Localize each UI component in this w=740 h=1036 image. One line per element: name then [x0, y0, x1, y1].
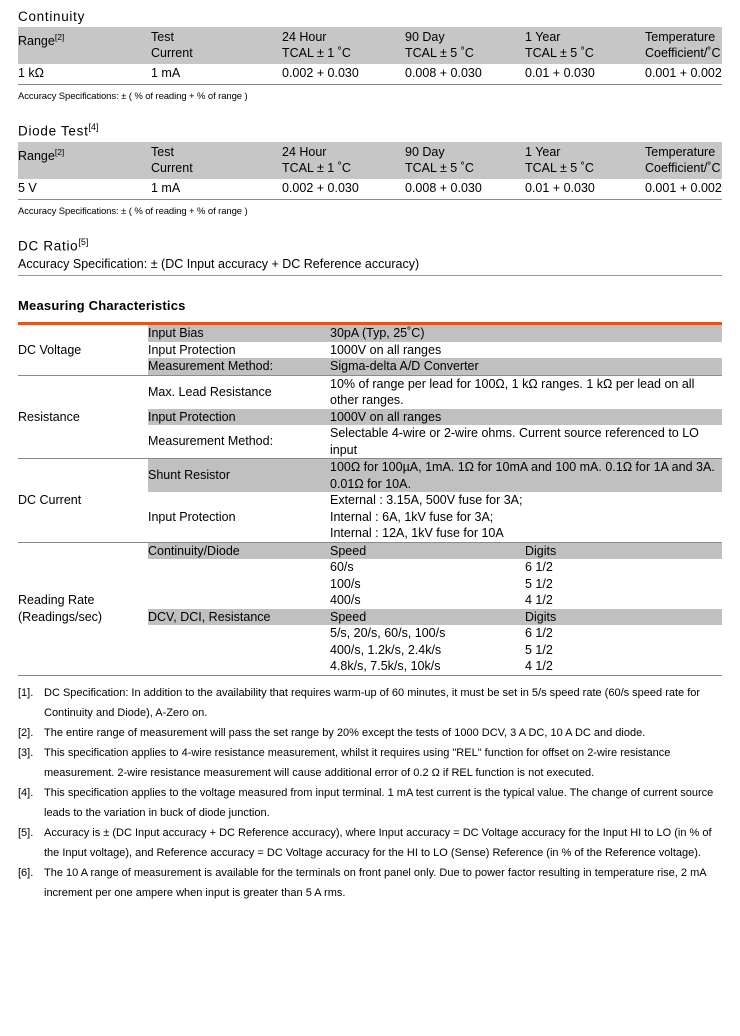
header-line-2: TCAL ± 5 ˚C: [525, 160, 594, 175]
category-resistance: Resistance: [18, 375, 148, 459]
cell-1-year: 0.01 + 0.030: [525, 64, 645, 85]
protection-line: Internal : 12A, 1kV fuse for 10A: [330, 526, 504, 540]
footnote-item: [18, 743, 722, 783]
reading-rate-mode-continuity-diode: Continuity/Diode: [148, 542, 330, 559]
continuity-title-text: Continuity: [18, 9, 86, 24]
category-reading-rate: [18, 542, 148, 675]
dc-ratio-title-text: DC Ratio: [18, 238, 79, 253]
cell-24-hour: 0.002 + 0.030: [282, 179, 405, 200]
cell-digits: 4 1/2: [525, 593, 553, 607]
dc-ratio-title: [18, 234, 722, 255]
spacer-cell: [148, 592, 330, 609]
cell-24-hour: 0.002 + 0.030: [282, 64, 405, 85]
spec-key-measurement-method: Measurement Method:: [148, 358, 330, 375]
spec-value-max-lead-resistance: 10% of range per lead for 100Ω, 1 kΩ ranges. 1 kΩ per lead on all other ranges.: [330, 375, 722, 409]
dc-ratio-title-superscript: [5]: [78, 236, 89, 247]
spacer-cell: [148, 576, 330, 593]
measuring-characteristics-section: [18, 298, 722, 676]
footnote-text: This specification applies to 4-wire resistance measurement, whilst it requires using "REL" function for offset on 2-wire resistance measurement. 2-wire resistance measurement will cause additional error of 0.2 Ω if REL function is not executed.: [44, 746, 671, 779]
spec-value-measurement-method: Sigma-delta A/D Converter: [330, 358, 722, 375]
spec-key-shunt-resistor: Shunt Resistor: [148, 459, 330, 493]
cell-digits: 4 1/2: [525, 659, 553, 673]
footnote-text: The entire range of measurement will pass the set range by 20% except the tests of 1000 DCV, 3 A DC, 10 A DC and diode.: [44, 726, 646, 739]
spacer-cell: [148, 559, 330, 576]
table-header-row: [18, 142, 722, 179]
table-row: [18, 325, 722, 342]
table-row: [18, 542, 722, 559]
footnote-number: [6].: [18, 866, 34, 879]
measuring-characteristics-heading: Measuring Characteristics: [18, 298, 186, 313]
spacer-cell: [148, 625, 330, 642]
footnote-item: [18, 863, 722, 903]
cell-digits: 5 1/2: [525, 642, 553, 657]
header-line-1: 24 Hour: [282, 30, 327, 44]
footnote-text: Accuracy is ± (DC Input accuracy + DC Reference accuracy), where Input accuracy = DC Voltage accuracy for the Input HI to LO (in % of the Input voltage), and Reference accuracy = DC Voltage accuracy for the HI to LO (Sense) Reference (in % of the Reference voltage).: [44, 826, 712, 859]
measuring-characteristics-table: [18, 325, 722, 675]
cell-temp-coefficient: 0.001 + 0.002: [645, 64, 722, 85]
column-header-digits: Digits: [525, 542, 722, 559]
footnote-text: This specification applies to the voltage measured from input terminal. 1 mA test current is the typical value. The change of current source leads to the variation in buck of diode junction.: [44, 786, 714, 819]
continuity-table-body: [18, 64, 722, 85]
footnote-item: [18, 723, 722, 743]
cell-test-current: 1 mA: [151, 64, 282, 85]
spec-key-input-protection: Input Protection: [148, 509, 236, 524]
footnote-item: [18, 823, 722, 863]
column-header-speed: Speed: [330, 609, 525, 626]
header-line-1: 24 Hour: [282, 144, 327, 159]
spec-value-input-protection: 1000V on all ranges: [330, 409, 722, 426]
column-header-1-year: [525, 27, 645, 64]
spec-value-input-protection-lines: [330, 492, 722, 542]
header-line-2: TCAL ± 5 ˚C: [405, 46, 474, 60]
column-header-range: [18, 142, 151, 179]
table-row: [18, 375, 722, 409]
spec-value-input-bias: 30pA (Typ, 25˚C): [330, 325, 722, 342]
header-line-1: Temperature: [645, 30, 716, 44]
reading-rate-label-line-1: Reading Rate: [18, 593, 95, 607]
dc-ratio-accuracy-spec: Accuracy Specification: ± (DC Input accuracy + DC Reference accuracy): [18, 256, 722, 276]
continuity-table-head: [18, 27, 722, 64]
header-superscript: [2]: [54, 32, 65, 42]
protection-line: Internal : 6A, 1kV fuse for 3A;: [330, 509, 494, 524]
cell-speed: 400/s, 1.2k/s, 2.4k/s: [330, 642, 442, 657]
spec-value-input-protection: 1000V on all ranges: [330, 342, 442, 357]
footnote-number: [2].: [18, 726, 34, 739]
cell-speed: 400/s: [330, 593, 361, 607]
table-header-row: [18, 27, 722, 64]
continuity-table: [18, 27, 722, 85]
spec-value-measurement-method: Selectable 4-wire or 2-wire ohms. Current source referenced to LO input: [330, 426, 699, 457]
diode-test-title-superscript: [4]: [88, 122, 99, 132]
category-dc-current: DC Current: [18, 459, 148, 543]
diode-accuracy-note: Accuracy Specifications: ± ( % of reading + % of range ): [18, 205, 248, 217]
diode-test-section: [18, 119, 722, 218]
footnote-number: [4].: [18, 786, 34, 799]
cell-test-current: 1 mA: [151, 179, 282, 200]
dc-ratio-section: [18, 234, 722, 277]
column-header-temp-coefficient: [645, 142, 722, 179]
cell-90-day: 0.008 + 0.030: [405, 64, 525, 85]
continuity-accuracy-note: Accuracy Specifications: ± ( % of reading + % of range ): [18, 91, 248, 102]
header-line-2: Current: [151, 46, 193, 60]
header-line-2: TCAL ± 1 ˚C: [282, 160, 351, 175]
table-row: [18, 64, 722, 85]
cell-temp-coefficient: 0.001 + 0.002: [645, 179, 722, 200]
spacer-cell: [148, 658, 330, 675]
column-header-24-hour: [282, 27, 405, 64]
reading-rate-mode-dcv-dci-resistance: DCV, DCI, Resistance: [148, 609, 330, 626]
cell-speed: 100/s: [330, 576, 361, 591]
cell-range: 5 V: [18, 179, 151, 200]
continuity-section: [18, 8, 722, 103]
reading-rate-label-line-2: (Readings/sec): [18, 609, 103, 624]
footnote-text: The 10 A range of measurement is available for the terminals on front panel only. Due to power factor resulting in temperature rise, 2 mA increment per one ampere when input is greater than 5 A rms.: [44, 866, 706, 899]
footnote-number: [5].: [18, 826, 34, 839]
spec-value-shunt-resistor: 100Ω for 100µA, 1mA. 1Ω for 10mA and 100 mA. 0.1Ω for 1A and 3A. 0.01Ω for 10A.: [330, 459, 722, 493]
header-line-1: Test: [151, 30, 174, 44]
column-header-temp-coefficient: [645, 27, 722, 64]
column-header-1-year: [525, 142, 645, 179]
cell-speed: 4.8k/s, 7.5k/s, 10k/s: [330, 659, 441, 673]
cell-digits: 6 1/2: [525, 626, 553, 640]
spec-key-measurement-method: Measurement Method:: [148, 434, 274, 449]
diode-table-body: [18, 179, 722, 200]
header-superscript: [2]: [54, 146, 65, 157]
header-label: Range: [18, 148, 55, 163]
spec-key-input-protection: Input Protection: [148, 342, 236, 357]
column-header-90-day: [405, 142, 525, 179]
protection-line: External : 3.15A, 500V fuse for 3A;: [330, 493, 523, 507]
spec-key-input-protection: Input Protection: [148, 409, 330, 426]
header-line-1: 90 Day: [405, 30, 445, 44]
header-line-2: Current: [151, 160, 193, 175]
column-header-test-current: [151, 142, 282, 179]
header-line-2: Coefficient/˚C: [645, 160, 721, 175]
cell-90-day: 0.008 + 0.030: [405, 179, 525, 200]
footnotes-list: [18, 683, 722, 903]
diode-test-title: [18, 119, 722, 140]
cell-speed: 60/s: [330, 560, 354, 574]
column-header-digits: Digits: [525, 609, 722, 626]
diode-test-table: [18, 142, 722, 200]
header-line-2: TCAL ± 1 ˚C: [282, 46, 351, 60]
column-header-range: [18, 27, 151, 64]
table-row: [18, 179, 722, 200]
footnote-number: [3].: [18, 746, 34, 759]
spec-key-max-lead-resistance: Max. Lead Resistance: [148, 375, 330, 409]
measuring-characteristics-table-wrap: [18, 322, 722, 676]
footnote-number: [1].: [18, 686, 34, 699]
spacer-cell: [148, 642, 330, 659]
cell-1-year: 0.01 + 0.030: [525, 179, 645, 200]
cell-range: 1 kΩ: [18, 64, 151, 85]
column-header-24-hour: [282, 142, 405, 179]
diode-test-title-text: Diode Test: [18, 123, 89, 139]
header-line-1: 1 Year: [525, 144, 561, 159]
column-header-test-current: [151, 27, 282, 64]
cell-speed: 5/s, 20/s, 60/s, 100/s: [330, 626, 446, 640]
cell-digits: 5 1/2: [525, 576, 553, 591]
header-line-1: Test: [151, 144, 174, 159]
category-dc-voltage: DC Voltage: [18, 342, 82, 357]
header-label: Range: [18, 34, 55, 49]
cell-digits: 6 1/2: [525, 560, 553, 574]
header-line-1: Temperature: [645, 144, 716, 159]
header-line-1: 90 Day: [405, 144, 445, 159]
header-line-2: TCAL ± 5 ˚C: [405, 160, 474, 175]
continuity-title: [18, 8, 722, 25]
column-header-speed: Speed: [330, 542, 525, 559]
table-row: [18, 459, 722, 493]
footnote-item: [18, 783, 722, 823]
diode-table-head: [18, 142, 722, 179]
column-header-90-day: [405, 27, 525, 64]
footnote-text: DC Specification: In addition to the availability that requires warm-up of 60 minutes, it must be set in 5/s speed rate (60/s speed rate for Continuity and Diode), A-Zero on.: [44, 686, 701, 719]
header-line-2: TCAL ± 5 ˚C: [525, 46, 594, 60]
header-line-2: Coefficient/˚C: [645, 46, 721, 60]
header-line-1: 1 Year: [525, 30, 561, 44]
footnote-item: [18, 683, 722, 723]
spec-key-input-bias: Input Bias: [148, 325, 330, 342]
